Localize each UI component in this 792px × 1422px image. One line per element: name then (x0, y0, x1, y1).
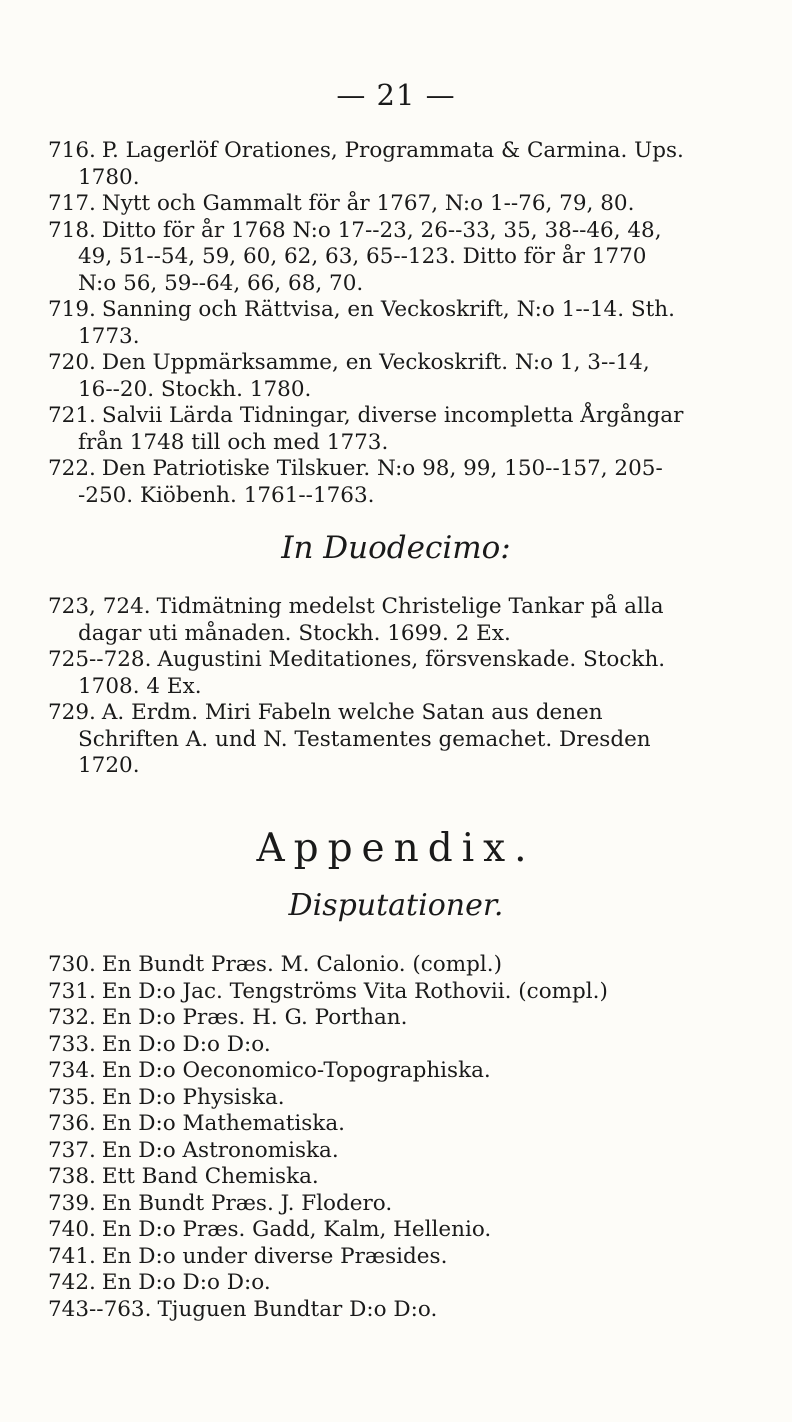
entry-number: 730. (48, 952, 96, 977)
catalog-entry (48, 594, 688, 647)
catalog-entry (48, 191, 688, 218)
entry-number: 718. (48, 217, 96, 243)
entry-number: 720. (48, 350, 96, 375)
catalog-entry (48, 1270, 688, 1297)
entry-number: 743--763. (48, 1296, 152, 1322)
entry-number: 731. (48, 978, 96, 1004)
entry-text: En D:o Præs. Gadd, Kalm, Hellenio. (101, 1217, 492, 1242)
entry-number: 722. (48, 456, 96, 481)
section-heading-duodecimo: In Duodecimo: (281, 530, 511, 566)
catalog-entry (48, 138, 688, 191)
catalog-entry (48, 1297, 688, 1324)
catalog-entry (48, 297, 688, 350)
catalog-entry (48, 1032, 688, 1059)
catalog-entry (48, 647, 688, 700)
catalog-entry (48, 979, 688, 1006)
entry-number: 719. (48, 297, 96, 322)
catalog-entry (48, 456, 688, 509)
entry-text: Tidmätning medelst Christelige Tankar på alla dagar uti månaden. Stockh. 1699. 2 Ex. (78, 594, 664, 646)
entry-text: En D:o Jac. Tengströms Vita Rothovii. (compl.) (101, 978, 608, 1004)
entry-number: 742. (48, 1270, 96, 1295)
page-number: — 21 — (336, 78, 456, 112)
section-heading-appendix: Appendix. (256, 826, 536, 871)
entry-text: En D:o Oeconomico-Topographiska. (101, 1058, 491, 1083)
catalog-entry (48, 1138, 688, 1165)
entry-number: 729. (48, 700, 96, 725)
entry-number: 716. (48, 138, 96, 163)
catalog-entry (48, 1244, 688, 1271)
entry-text: Augustini Meditationes, försvenskade. Stockh. 1708. 4 Ex. (78, 647, 666, 699)
entry-number: 721. (48, 403, 96, 428)
section-heading-disputationer: Disputationer. (288, 888, 504, 923)
catalog-entry (48, 1058, 688, 1085)
entry-text: En D:o Præs. H. G. Porthan. (101, 1005, 408, 1030)
catalog-entry (48, 403, 688, 456)
catalog-entry (48, 1005, 688, 1032)
entry-text: En Bundt Præs. M. Calonio. (compl.) (101, 952, 502, 977)
catalog-entry (48, 1164, 688, 1191)
entry-text: A. Erdm. Miri Fabeln welche Satan aus denen Schriften A. und N. Testamentes gemachet. Dresden 1720. (78, 700, 651, 778)
entry-number: 736. (48, 1111, 96, 1136)
entry-text: En D:o under diverse Præsides. (101, 1243, 448, 1269)
catalog-entry (48, 1085, 688, 1112)
entry-text: Tjuguen Bundtar D:o D:o. (157, 1296, 438, 1322)
catalog-entry (48, 1191, 688, 1218)
entry-text: Ett Band Chemiska. (101, 1164, 319, 1189)
entries-octavo (48, 138, 688, 509)
entry-text: Den Uppmärksamme, en Veckoskrift. N:o 1, 3--14, 16--20. Stockh. 1780. (78, 350, 650, 402)
entry-number: 723, 724. (48, 594, 151, 619)
entry-text: En D:o Astronomiska. (101, 1137, 339, 1163)
entry-text: Salvii Lärda Tidningar, diverse incompletta Årgångar från 1748 till och med 1773. (78, 403, 684, 455)
catalog-entry (48, 1217, 688, 1244)
entry-number: 741. (48, 1243, 96, 1269)
entry-number: 738. (48, 1164, 96, 1189)
catalog-entry (48, 1111, 688, 1138)
entry-number: 734. (48, 1058, 96, 1083)
entry-number: 735. (48, 1084, 96, 1110)
catalog-entry (48, 350, 688, 403)
entry-number: 733. (48, 1031, 96, 1057)
catalog-entry (48, 218, 688, 298)
catalog-entry (48, 952, 688, 979)
entry-text: En D:o D:o D:o. (101, 1270, 271, 1295)
entry-text: Ditto för år 1768 N:o 17--23, 26--33, 35, 38--46, 48, 49, 51--54, 59, 60, 62, 63, 65--123. Ditto för år 1770 N:o 56, 59--64, 66, 68, 70. (78, 217, 662, 296)
entry-number: 717. (48, 191, 96, 216)
entry-text: En D:o Physiska. (101, 1084, 285, 1110)
entry-text: P. Lagerlöf Orationes, Programmata & Carmina. Ups. 1780. (78, 138, 684, 190)
entry-text: Den Patriotiske Tilskuer. N:o 98, 99, 150--157, 205--250. Kiöbenh. 1761--1763. (78, 456, 663, 508)
entry-number: 737. (48, 1137, 96, 1163)
catalog-entry (48, 700, 688, 780)
entry-text: Sanning och Rättvisa, en Veckoskrift, N:o 1--14. Sth. 1773. (78, 297, 675, 349)
entries-duodecimo (48, 594, 688, 780)
entry-text: En D:o Mathematiska. (101, 1111, 345, 1136)
entry-text: En Bundt Præs. J. Flodero. (101, 1190, 393, 1216)
entry-text: En D:o D:o D:o. (101, 1031, 271, 1057)
entries-disputationer (48, 952, 688, 1323)
entry-number: 739. (48, 1190, 96, 1216)
entry-number: 740. (48, 1217, 96, 1242)
entry-number: 725--728. (48, 647, 152, 672)
entry-text: Nytt och Gammalt för år 1767, N:o 1--76, 79, 80. (101, 191, 635, 216)
entry-number: 732. (48, 1005, 96, 1030)
